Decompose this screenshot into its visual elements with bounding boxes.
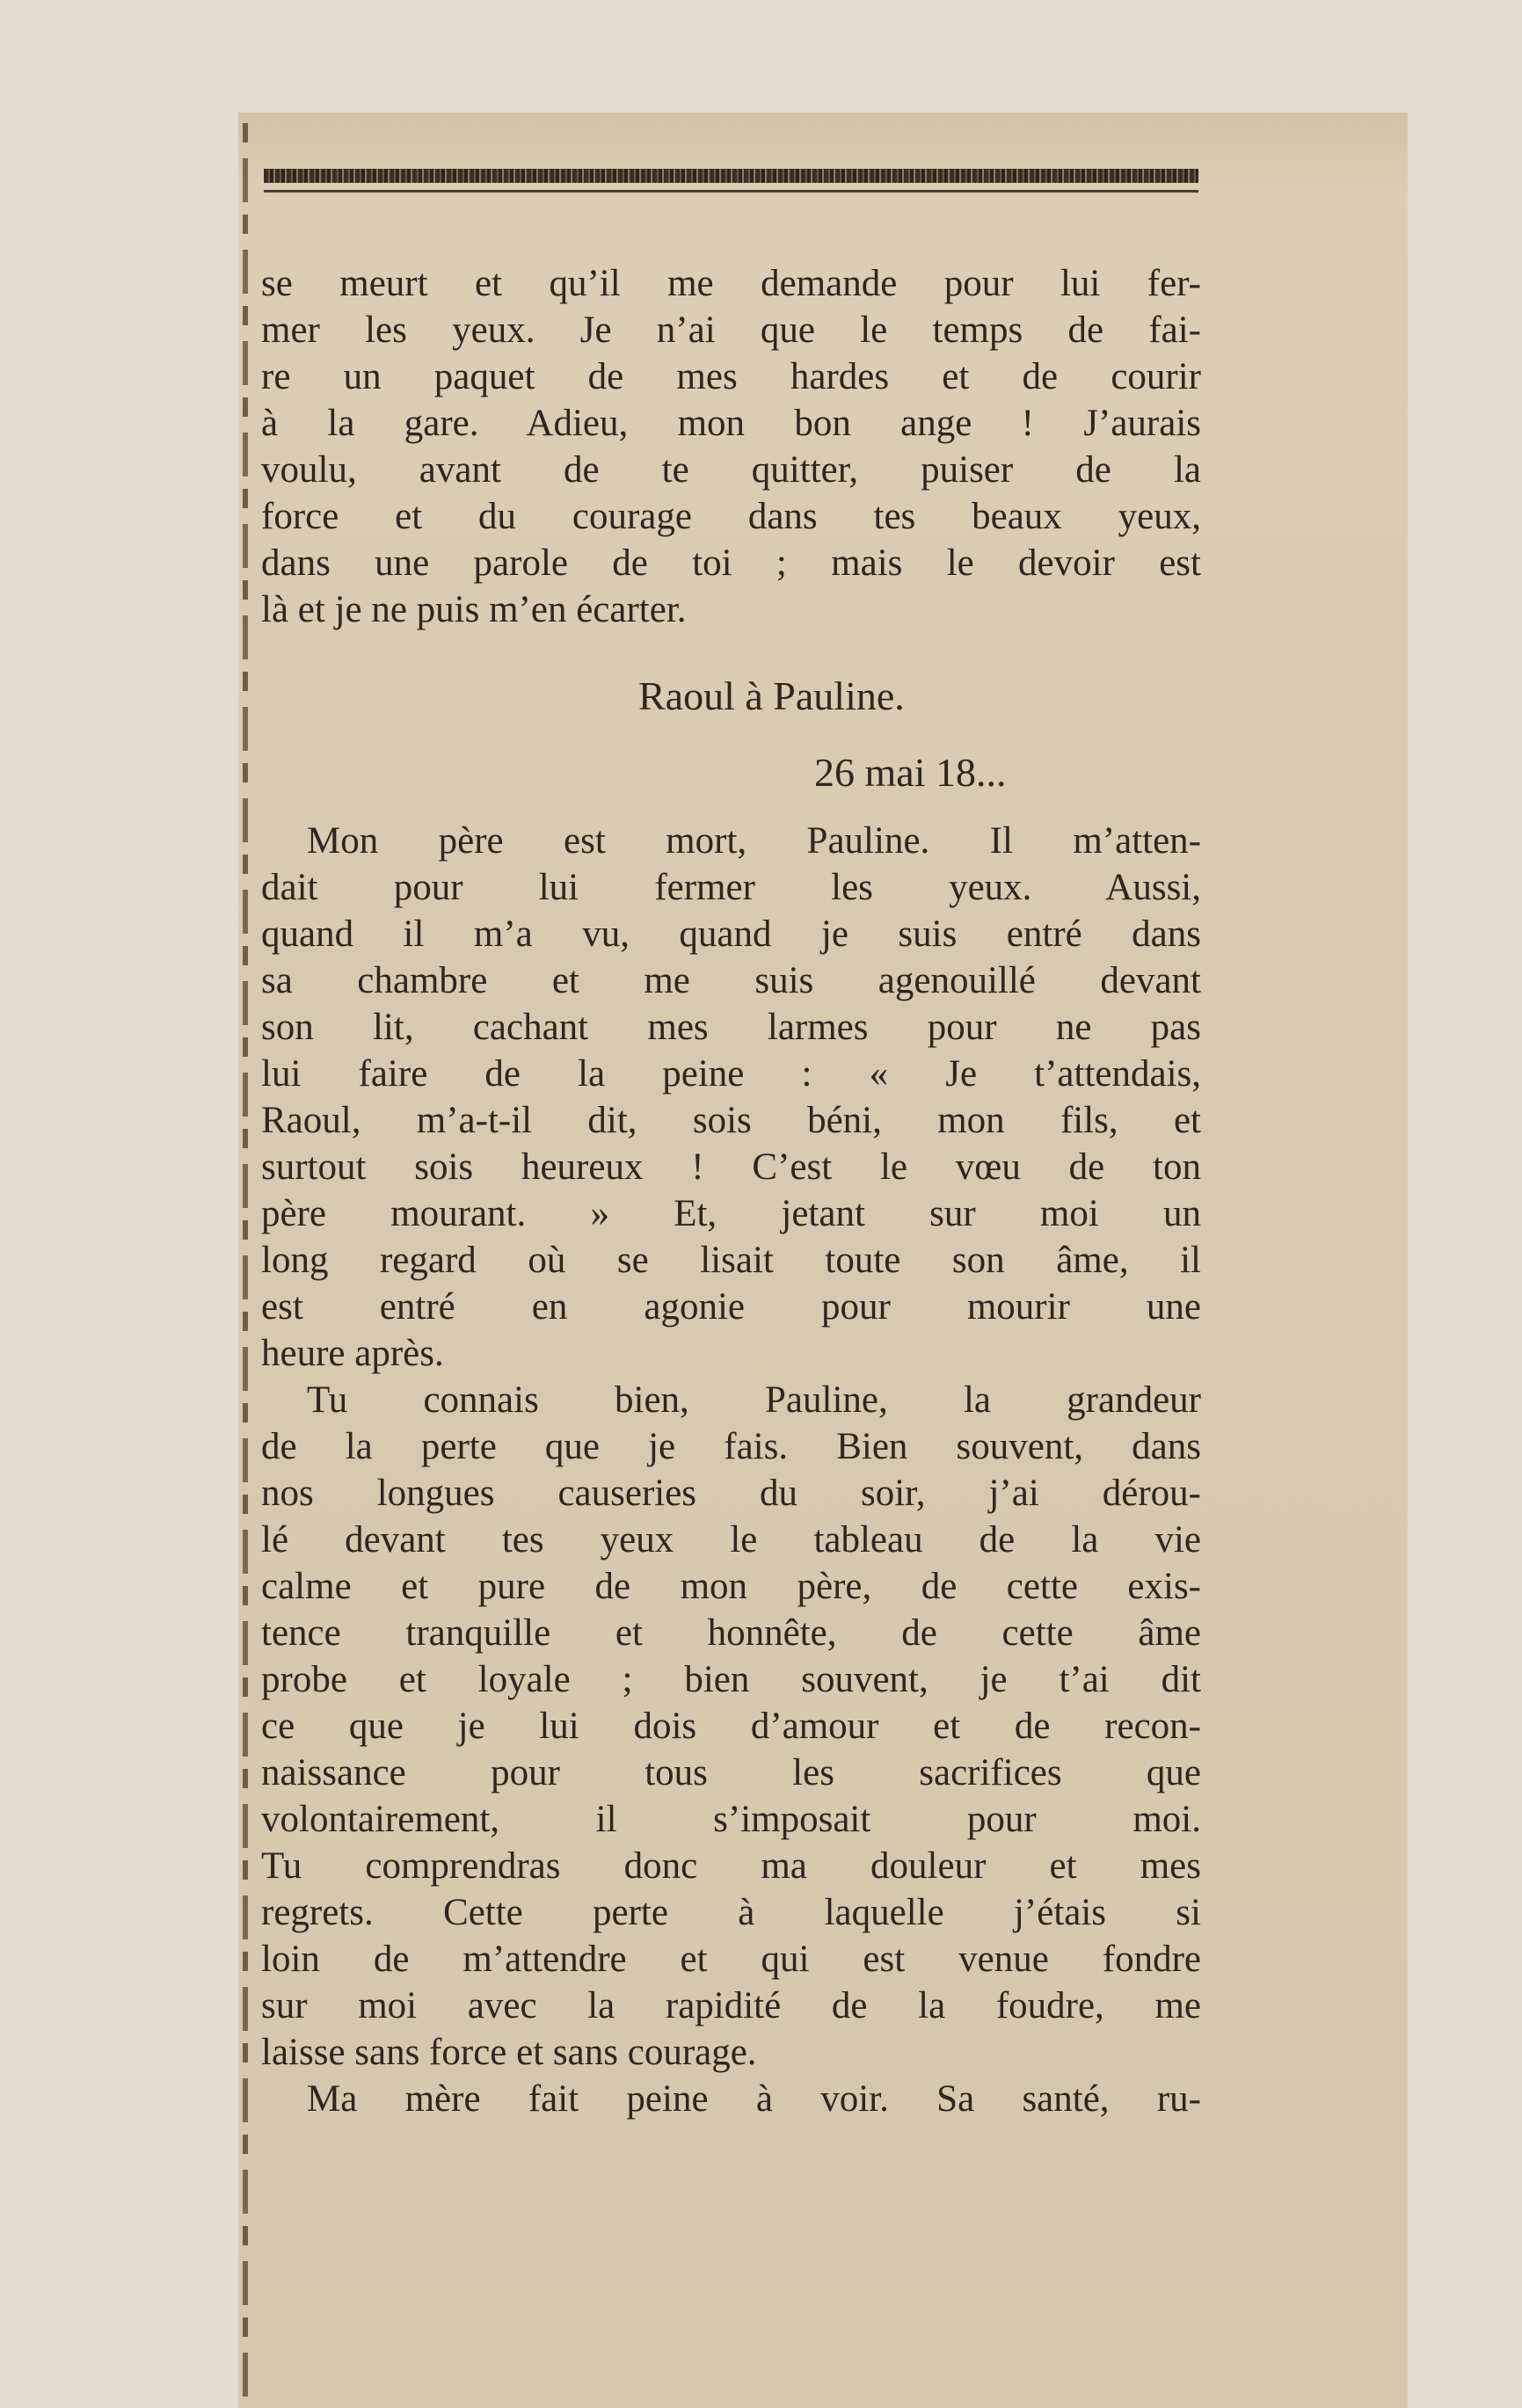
text-line: long regard où se lisait toute son âme, il <box>261 1240 1201 1281</box>
ornamental-rule <box>264 169 1198 183</box>
text-line: naissance pour tous les sacrifices que <box>261 1752 1201 1793</box>
text-line: surtout sois heureux ! C’est le vœu de ton <box>261 1146 1201 1188</box>
text-line: heure après. <box>261 1333 444 1374</box>
text-line: sur moi avec la rapidité de la foudre, me <box>261 1985 1201 2026</box>
text-line: nos longues causeries du soir, j’ai dérou- <box>261 1473 1201 1514</box>
text-line: voulu, avant de te quitter, puiser de la <box>261 449 1201 491</box>
thin-rule <box>264 190 1198 193</box>
text-line: lé devant tes yeux le tableau de la vie <box>261 1519 1201 1560</box>
text-line: Tu connais bien, Pauline, la grandeur <box>307 1379 1201 1421</box>
text-line: regrets. Cette perte à laquelle j’étais si <box>261 1892 1201 1933</box>
text-line: se meurt et qu’il me demande pour lui fer- <box>261 263 1201 304</box>
text-line: Ma mère fait peine à voir. Sa santé, ru- <box>307 2078 1201 2120</box>
text-line: laisse sans force et sans courage. <box>261 2032 757 2073</box>
letter-heading: Raoul à Pauline. <box>638 673 905 718</box>
text-line: force et du courage dans tes beaux yeux, <box>261 496 1201 537</box>
text-line: son lit, cachant mes larmes pour ne pas <box>261 1007 1201 1048</box>
paragraph-father-death <box>261 818 1201 1377</box>
text-line: quand il m’a vu, quand je suis entré dans <box>261 913 1201 955</box>
text-line: re un paquet de mes hardes et de courir <box>261 356 1201 397</box>
letter-date: 26 mai 18... <box>814 750 1007 795</box>
text-line: volontairement, il s’imposait pour moi. <box>261 1799 1201 1840</box>
text-line: ce que je lui dois d’amour et de recon- <box>261 1706 1201 1747</box>
text-line: dait pour lui fermer les yeux. Aussi, <box>261 867 1201 908</box>
paragraph-intro <box>261 260 1201 633</box>
paragraph-loss <box>261 1377 1201 2076</box>
paragraph-mother <box>261 2076 1201 2122</box>
text-line: à la gare. Adieu, mon bon ange ! J’aurais <box>261 403 1201 444</box>
text-line: Raoul, m’a-t-il dit, sois béni, mon fils, et <box>261 1100 1201 1141</box>
text-line: lui faire de la peine : « Je t’attendais, <box>261 1053 1201 1095</box>
binding-edge <box>243 123 248 2400</box>
text-line: de la perte que je fais. Bien souvent, dans <box>261 1426 1201 1467</box>
text-line: Mon père est mort, Pauline. Il m’atten- <box>307 820 1201 862</box>
text-line: mer les yeux. Je n’ai que le temps de fai- <box>261 309 1201 351</box>
text-line: probe et loyale ; bien souvent, je t’ai dit <box>261 1659 1201 1700</box>
text-line: là et je ne puis m’en écarter. <box>261 589 687 630</box>
text-line: calme et pure de mon père, de cette exis- <box>261 1566 1201 1607</box>
text-line: tence tranquille et honnête, de cette âme <box>261 1612 1201 1654</box>
text-line: dans une parole de toi ; mais le devoir est <box>261 542 1201 584</box>
text-line: loin de m’attendre et qui est venue fondre <box>261 1939 1201 1980</box>
text-line: père mourant. » Et, jetant sur moi un <box>261 1193 1201 1234</box>
text-line: est entré en agonie pour mourir une <box>261 1286 1201 1328</box>
text-line: Tu comprendras donc ma douleur et mes <box>261 1845 1201 1887</box>
text-line: sa chambre et me suis agenouillé devant <box>261 960 1201 1001</box>
